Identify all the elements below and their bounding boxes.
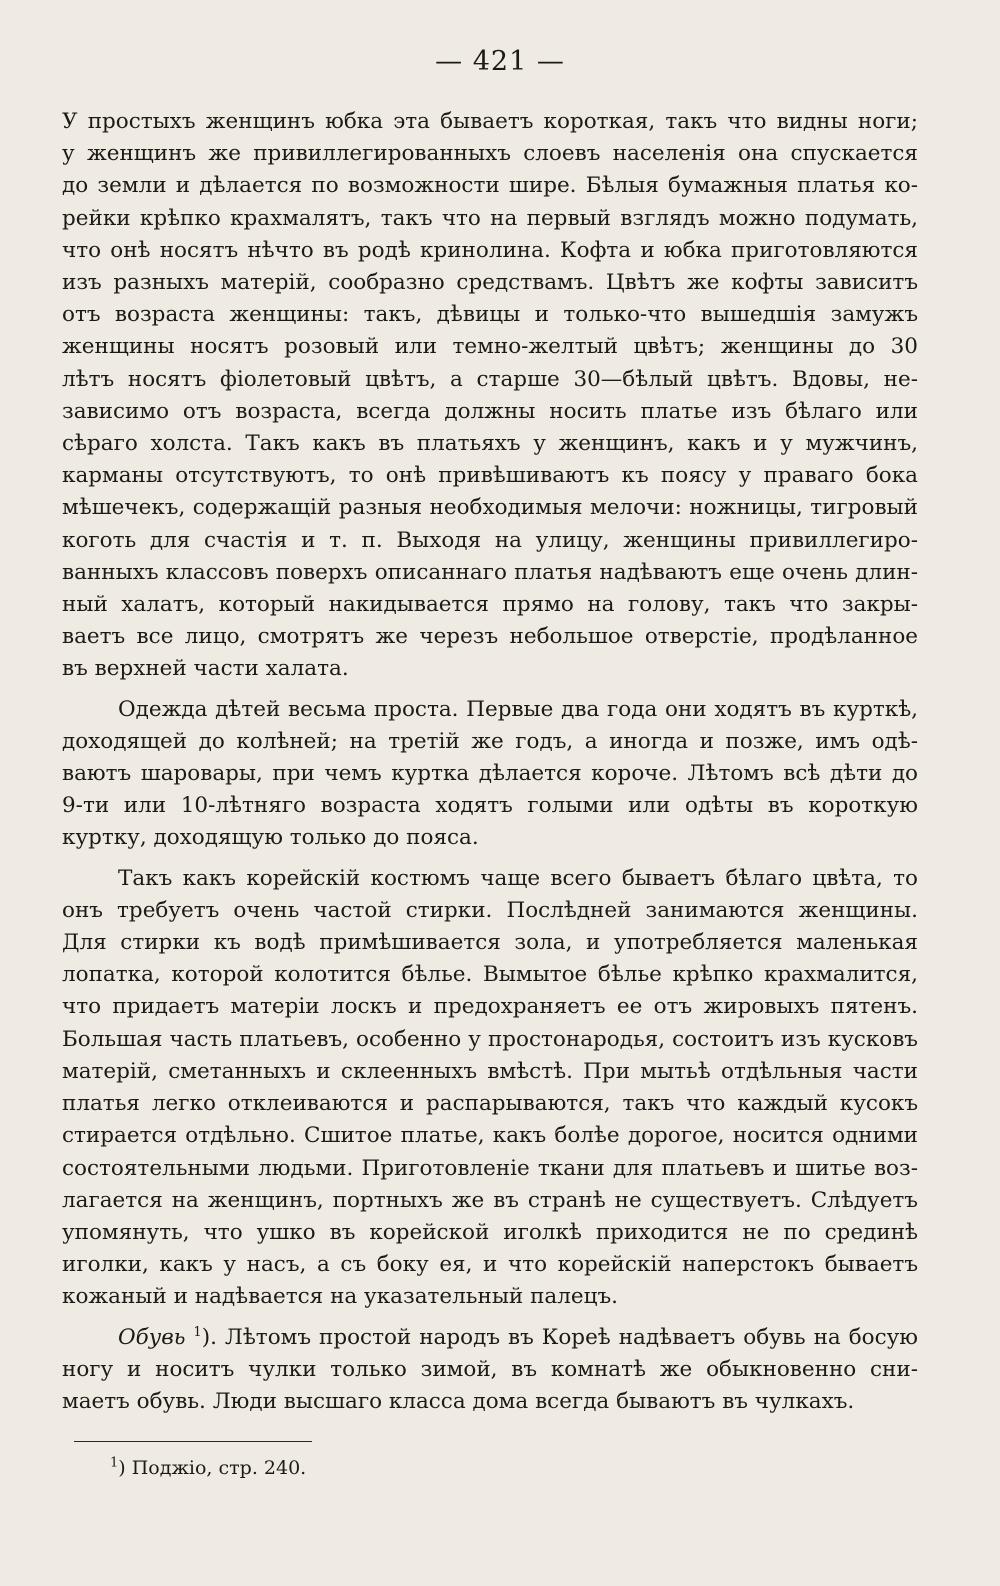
text-line: кожаный и надѣвается на указательный палецъ. [62,1284,618,1310]
text-line: карманы отсутствуютъ, то онѣ привѣшиваютъ къ поясу у праваго бока [62,463,918,489]
footnote-text: ) Поджіо, стр. 240. [118,1457,307,1479]
footnote-divider [74,1441,312,1442]
paragraph [62,855,918,1314]
footnote [110,1456,306,1480]
text-line: до земли и дѣлается по возможности шире. Бѣлыя бумажныя платья ко- [62,173,918,199]
text-line: ваетъ все лицо, смотрятъ же черезъ небольшое отверстіе, продѣланное [62,624,918,650]
paragraph [62,686,918,855]
text-line: мѣшечекъ, содержащій разныя необходимыя мелочи: ножницы, тигровый [62,495,918,521]
text-line: что придаетъ матеріи лоскъ и предохраняетъ ее отъ жировыхъ пятенъ. [62,994,918,1020]
text-line: рейки крѣпко крахмалятъ, такъ что на первый взглядъ можно подумать, [62,205,918,231]
text-line: изъ разныхъ матерій, сообразно средствамъ. Цвѣтъ же кофты зависитъ [62,270,918,296]
text-line: лагается на женщинъ, портныхъ же въ странѣ не существуетъ. Слѣдуетъ [62,1187,918,1213]
text-line: 9-ти или 10-лѣтняго возраста ходятъ голыми или одѣты въ короткую [62,793,918,819]
text-line [62,1322,918,1354]
text-line: коготь для счастія и т. п. Выходя на улицу, женщины привиллегиро- [62,527,918,553]
text-line: упомянуть, что ушко въ корейской иголкѣ приходится не по срединѣ [62,1219,918,1245]
text-line: что онѣ носятъ нѣчто въ родѣ кринолина. Кофта и юбка приготовляются [62,237,918,263]
paragraph-gap [62,686,918,694]
body-text [62,106,918,1418]
text-line: ваютъ шаровары, при чемъ куртка дѣлается короче. Лѣтомъ всѣ дѣти до [62,761,918,787]
paragraph-gap [62,1314,918,1322]
text-line: у женщинъ же привиллегированныхъ слоевъ населенія она спускается [62,141,918,167]
text-line: Одежда дѣтей весьма проста. Первые два года они ходятъ въ курткѣ, [118,696,918,722]
text-line: лѣтъ носятъ фіолетовый цвѣтъ, а старше 30—бѣлый цвѣтъ. Вдовы, не- [62,366,918,392]
text-line: отъ возраста женщины: такъ, дѣвицы и только-что вышедшія замужъ [62,302,918,328]
text-line: въ верхней части халата. [62,656,349,682]
text-line: матерій, сметанныхъ и склеенныхъ вмѣстѣ. При мытьѣ отдѣльныя части [62,1058,918,1084]
text-line: стирается отдѣльно. Сшитое платье, какъ болѣе дорогое, носится одними [62,1123,918,1149]
text-line: женщины носятъ розовый или темно-желтый цвѣтъ; женщины до 30 [62,334,918,360]
paragraph [62,1314,918,1419]
text-line: иголки, какъ у насъ, а съ боку ея, и что корейскій наперстокъ бываетъ [62,1252,918,1278]
text-line-content: ). Лѣтомъ простой народъ въ Кореѣ надѣваетъ обувь на босую [201,1324,918,1350]
text-line: куртку, доходящую только до пояса. [62,825,479,851]
text-line: зависимо отъ возраста, всегда должны носить платье изъ бѣлаго или [62,398,918,424]
footnote-reference: 1 [193,1324,202,1340]
text-line: У простыхъ женщинъ юбка эта бываетъ короткая, такъ что видны ноги; [62,109,918,134]
paragraph-gap [62,855,918,863]
paragraphs [62,106,918,1418]
text-line: платья легко отклеиваются и распарываются, такъ что каждый кусокъ [62,1091,918,1117]
text-line: Такъ какъ корейскій костюмъ чаще всего бываетъ бѣлаго цвѣта, то [118,865,918,891]
text-line: лопатка, которой колотится бѣлье. Вымытое бѣлье крѣпко крахмалится, [62,962,918,988]
text-line: онъ требуетъ очень частой стирки. Послѣдней занимаются женщины. [62,897,918,923]
text-line: маетъ обувь. Люди высшаго класса дома всегда бываютъ въ чулкахъ. [62,1388,855,1414]
footnote-marker: 1 [110,1455,119,1471]
paragraph-heading: Обувь [118,1324,186,1350]
page-number: — 421 — [435,46,565,77]
text-line: Для стирки къ водѣ примѣшивается зола, и употребляется маленькая [62,930,918,956]
text-line: ный халатъ, который накидывается прямо на голову, такъ что закры- [62,592,918,618]
paragraph [62,106,918,686]
text-line: сѣраго холста. Такъ какъ въ платьяхъ у женщинъ, какъ и у мужчинъ, [62,431,918,457]
text-line: Большая часть платьевъ, особенно у простонародья, состоитъ изъ кусковъ [62,1026,918,1052]
text-line: ногу и носитъ чулки только зимой, въ комнатѣ же обыкновенно сни- [62,1356,918,1382]
text-line: доходящей до колѣней; на третій же годъ, а иногда и позже, имъ одѣ- [62,728,918,754]
text-line: ванныхъ классовъ поверхъ описаннаго платья надѣваютъ еще очень длин- [62,559,918,585]
text-line: состоятельными людьми. Приготовленіе ткани для платьевъ и шитье воз- [62,1155,918,1181]
